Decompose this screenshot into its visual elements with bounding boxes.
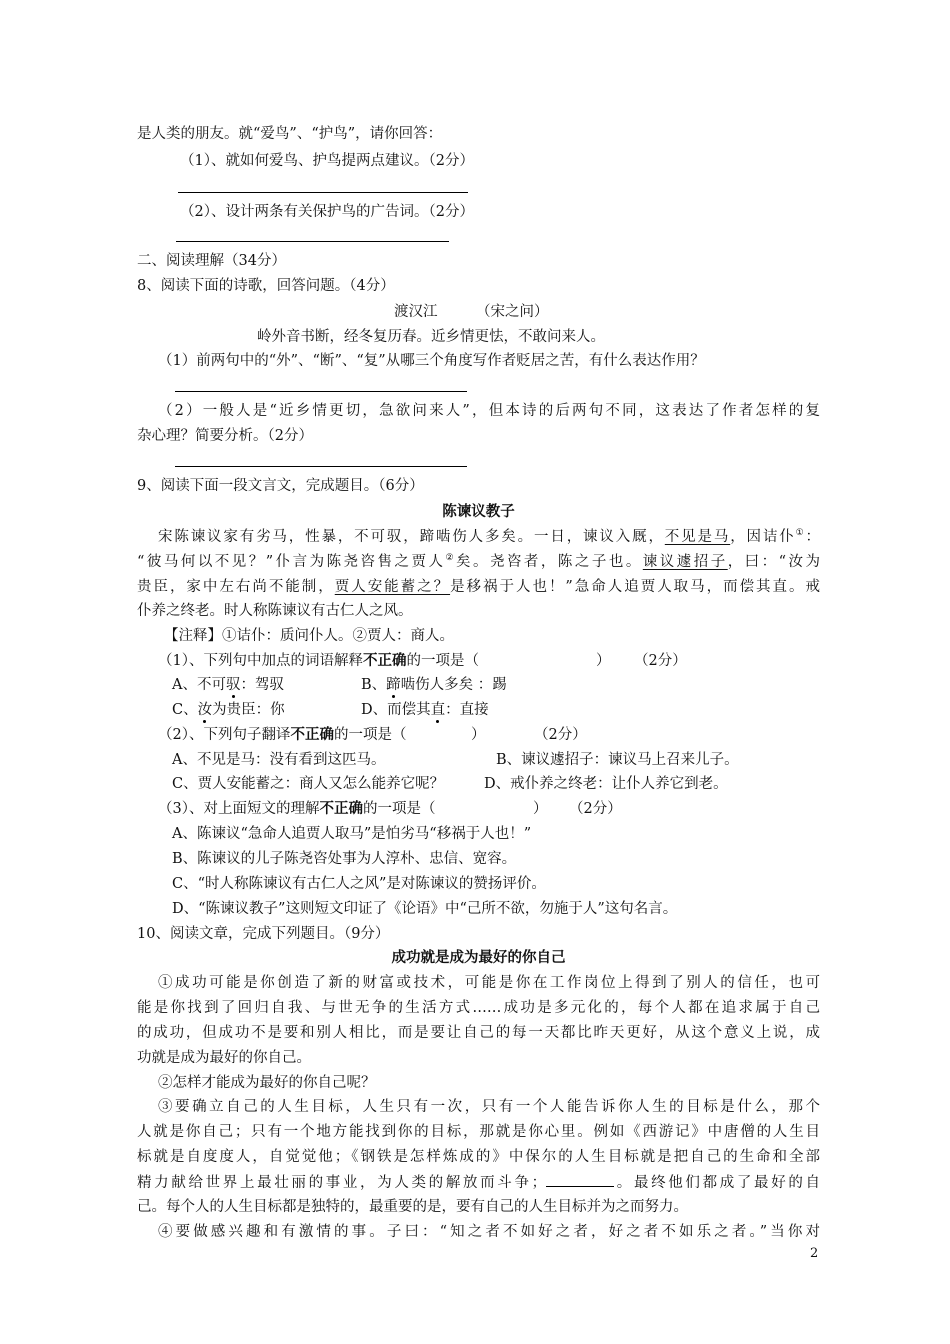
q10-para4-line1: ④要做感兴趣和有激情的事。子曰：“知之者不如好之者，好之者不如乐之者。”当你对 bbox=[158, 1224, 820, 1240]
q9-sub2-option-b: B、谏议遽招子：谏议马上召来儿子。 bbox=[496, 752, 739, 768]
q10-para1-line3: 的成功，但成功不是要和别人相比，而是要让自己的每一天都比昨天更好，从这个意义上说，成 bbox=[137, 1025, 820, 1041]
q9-sub1-paren: ） bbox=[596, 653, 611, 669]
q10-para3-line1: ③要确立自己的人生目标，人生只有一次，只有一个人能告诉你人生的目标是什么，那个 bbox=[158, 1099, 820, 1115]
q9-sub1-stem: （1）、下列句中加点的词语解释不正确的一项是（ bbox=[158, 652, 479, 669]
q9-sub1-option-c: C、汝为贵臣：你 bbox=[172, 702, 285, 718]
poem-title: 渡汉江 bbox=[394, 304, 438, 320]
q9-sub2-score: （2分） bbox=[534, 727, 587, 743]
q9-sub2-stem: （2）、下列句子翻译不正确的一项是（ bbox=[158, 726, 407, 743]
q9-sub3-paren: ） bbox=[533, 801, 548, 817]
answer-line bbox=[175, 391, 467, 392]
answer-line bbox=[175, 466, 467, 467]
q9-sub2-option-a: A、不见是马：没有看到这匹马。 bbox=[172, 752, 386, 768]
fill-in-blank[interactable] bbox=[546, 1172, 614, 1187]
q9-passage-line4: 仆养之终老。时人称陈谏议有古仁人之风。 bbox=[137, 603, 413, 619]
q9-passage-line1: 宋陈谏议家有劣马，性暴，不可驭，蹄啮伤人多矣。一日，谏议入厩，不见是马，因诘仆①： bbox=[158, 528, 821, 545]
q10-para1-line4: 功就是成为最好的你自己。 bbox=[137, 1050, 311, 1066]
q8-sub2-line1: （2）一般人是“近乡情更切，急欲问来人”，但本诗的后两句不同，这表达了作者怎样的复 bbox=[158, 403, 820, 419]
q9-sub2-option-c: C、贾人安能蓄之：商人又怎么能养它呢？ bbox=[172, 776, 445, 792]
q10-para3-line3: 标就是自度度人，自觉觉他；《钢铁是怎样炼成的》中保尔的人生目标就是把自己的生命和全部 bbox=[137, 1149, 820, 1165]
underlined-phrase: 不见是马 bbox=[664, 529, 731, 545]
q9-sub1-option-a: A、不可驭：驾驭 bbox=[172, 677, 284, 693]
q10-para1-line2: 能是你找到了回归自我、与世无争的生活方式……成功是多元化的，每个人都在追求属于自己 bbox=[137, 1000, 820, 1016]
q10-para2: ②怎样才能成为最好的你自己呢？ bbox=[158, 1075, 376, 1091]
q10-para3-line5: 己。每个人的人生目标都是独特的，最重要的是，要有自己的人生目标并为之而努力。 bbox=[137, 1199, 688, 1215]
intro-question-1: （1）、就如何爱鸟、护鸟提两点建议。（2分） bbox=[180, 153, 474, 169]
q8-sub1: （1）前两句中的“外”、“断”、“复”从哪三个角度写作者贬居之苦，有什么表达作用？ bbox=[158, 353, 705, 369]
poem-author: （宋之问） bbox=[476, 304, 549, 320]
poem-text: 岭外音书断，经冬复历春。近乡情更怯，不敢问来人。 bbox=[257, 329, 605, 345]
q9-prompt: 9、阅读下面一段文言文，完成题目。（6分） bbox=[137, 478, 424, 494]
q10-para1-line1: ①成功可能是你创造了新的财富或技术，可能是你在工作岗位上得到了别人的信任，也可 bbox=[158, 975, 820, 991]
q9-sub1-option-d: D、而偿其直：直接 bbox=[361, 702, 489, 718]
q9-sub3-score: （2分） bbox=[569, 801, 622, 817]
q9-title: 陈谏议教子 bbox=[442, 503, 515, 520]
q9-sub2-paren: ） bbox=[471, 727, 486, 743]
intro-question-2: （2）、设计两条有关保护鸟的广告词。（2分） bbox=[180, 204, 474, 220]
q9-sub1-option-b: B、蹄啮伤人多矣 ：踢 bbox=[361, 677, 507, 693]
underlined-phrase: 谏议遽招子 bbox=[642, 554, 728, 570]
q8-prompt: 8、阅读下面的诗歌，回答问题。（4分） bbox=[137, 278, 395, 294]
answer-line bbox=[178, 192, 468, 193]
q9-sub3-option-a: A、陈谏议“急命人追贾人取马”是怕劣马“移祸于人也！” bbox=[172, 826, 532, 842]
q10-para3-line4: 精力献给世界上最壮丽的事业，为人类的解放而斗争； 。最终他们都成了最好的自 bbox=[137, 1172, 820, 1193]
underlined-phrase: 贾人安能蓄之？ bbox=[334, 579, 451, 595]
q9-passage-line3: 贵臣，家中左右尚不能制，贾人安能蓄之？是移祸于人也！”急命人追贾人取马，而偿其直。戒 bbox=[137, 579, 820, 595]
q9-sub3-option-b: B、陈谏议的儿子陈尧咨处事为人淳朴、忠信、宽容。 bbox=[172, 851, 517, 867]
q9-sub2-option-d: D、戒仆养之终老：让仆人养它到老。 bbox=[484, 776, 728, 792]
answer-line bbox=[176, 241, 449, 242]
q10-prompt: 10、阅读文章，完成下列题目。（9分） bbox=[137, 926, 390, 942]
section-heading: 二、阅读理解（34分） bbox=[137, 253, 286, 269]
intro-line: 是人类的朋友。就“爱鸟”、“护鸟”，请你回答： bbox=[137, 126, 443, 142]
q10-para3-line2: 人就是你自己；只有一个地方能找到你的目标，那就是你心里。例如《西游记》中唐僧的人生目 bbox=[137, 1124, 820, 1140]
q9-sub3-option-d: D、“陈谏议教子”这则短文印证了《论语》中“己所不欲，勿施于人”这句名言。 bbox=[172, 901, 678, 917]
q9-notes: 【注释】①诘仆：质问仆人。②贾人：商人。 bbox=[164, 628, 454, 644]
q9-passage-line2: “彼马何以不见？”仆言为陈尧咨售之贾人②矣。尧咨者，陈之子也。谏议遽招子，曰：“汝为 bbox=[137, 553, 821, 570]
q9-sub3-stem: （3）、对上面短文的理解不正确的一项是（ bbox=[158, 800, 436, 817]
q9-sub3-option-c: C、“时人称陈谏议有古仁人之风”是对陈谏议的赞扬评价。 bbox=[172, 876, 546, 892]
q9-sub1-score: （2分） bbox=[634, 653, 687, 669]
q10-title: 成功就是成为最好的你自己 bbox=[391, 949, 566, 966]
q8-sub2-line2: 杂心理？简要分析。（2分） bbox=[137, 428, 313, 444]
page-number: 2 bbox=[810, 1246, 819, 1261]
